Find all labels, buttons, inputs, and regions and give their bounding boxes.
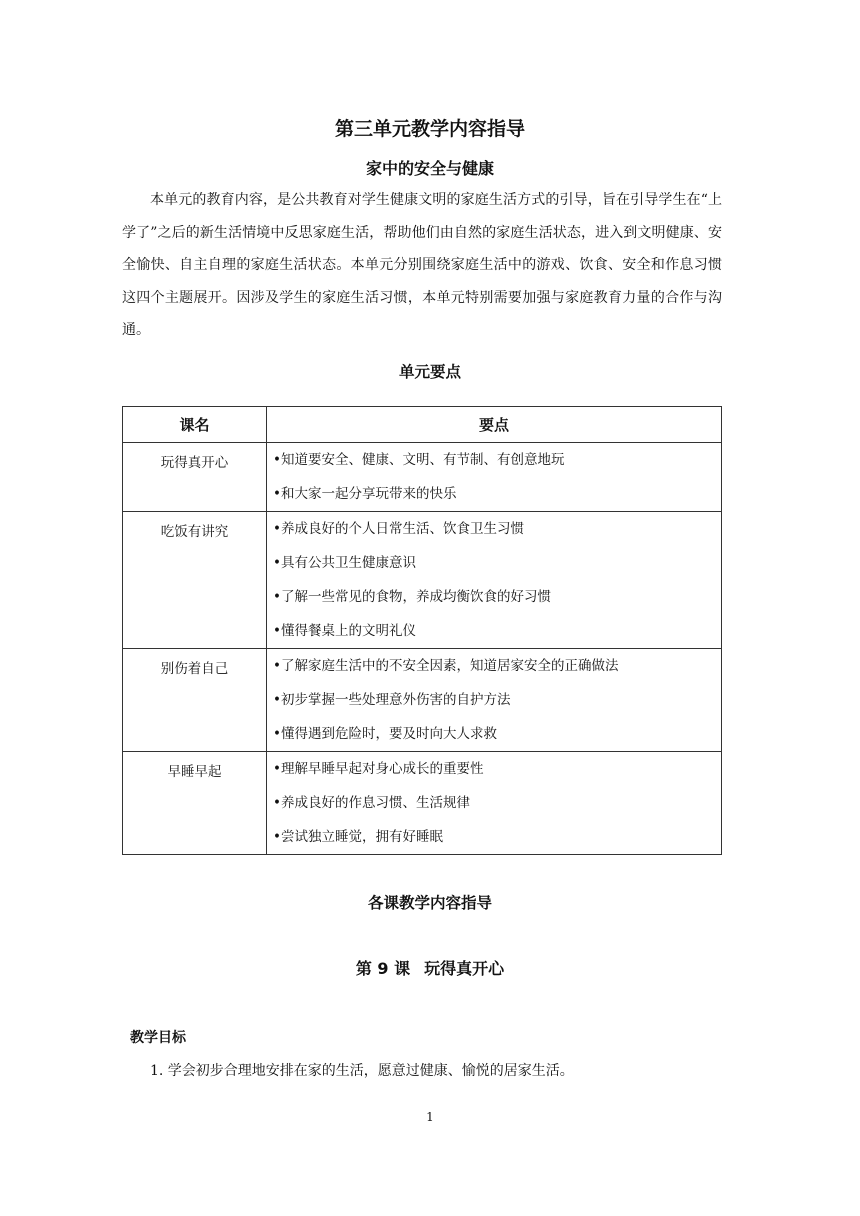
points-cell xyxy=(267,752,722,855)
point-item: •了解一些常见的食物，养成均衡饮食的好习惯 xyxy=(273,589,551,605)
intro-paragraph: 本单元的教育内容，是公共教育对学生健康文明的家庭生活方式的引导，旨在引导学生在“上学了”之后的新生活情境中反思家庭生活，帮助他们由自然的家庭生活状态，进入到文明健康、安全愉快、自主自理的家庭生活状态。本单元分别围绕家庭生活中的游戏、饮食、安全和作息习惯这四个主题展开。因涉及学生的家庭生活习惯，本单元特别需要加强与家庭教育力量的合作与沟通。 xyxy=(122,192,722,339)
lesson-name: 玩得真开心 xyxy=(424,959,505,978)
lesson-heading xyxy=(0,956,860,979)
point-item: •养成良好的个人日常生活、饮食卫生习惯 xyxy=(273,521,524,537)
unit-points-table xyxy=(122,406,722,855)
guidance-heading: 各课教学内容指导 xyxy=(367,894,492,912)
lesson-number: 第 9 课 xyxy=(355,959,411,978)
points-column-header: 要点 xyxy=(267,407,722,443)
course-name-cell: 早睡早起 xyxy=(123,752,267,855)
point-item: •养成良好的作息习惯、生活规律 xyxy=(273,795,470,811)
table-row xyxy=(123,443,722,512)
course-name-cell: 玩得真开心 xyxy=(123,443,267,512)
points-cell xyxy=(267,443,722,512)
table-row xyxy=(123,512,722,649)
point-item: •具有公共卫生健康意识 xyxy=(273,555,416,571)
point-item: •知道要安全、健康、文明、有节制、有创意地玩 xyxy=(273,452,565,468)
table-row xyxy=(123,752,722,855)
table-header-row xyxy=(123,407,722,443)
point-item: •和大家一起分享玩带来的快乐 xyxy=(273,486,457,502)
point-item: •懂得遇到危险时，要及时向大人求救 xyxy=(273,726,497,742)
unit-subtitle: 家中的安全与健康 xyxy=(365,159,494,178)
point-item: •尝试独立睡觉，拥有好睡眠 xyxy=(273,829,443,845)
unit-points-heading: 单元要点 xyxy=(398,363,461,381)
points-cell xyxy=(267,649,722,752)
point-item: •理解早睡早起对身心成长的重要性 xyxy=(273,761,484,777)
table-body xyxy=(123,443,722,855)
course-column-header: 课名 xyxy=(123,407,267,443)
points-cell xyxy=(267,512,722,649)
point-item: •初步掌握一些处理意外伤害的自护方法 xyxy=(273,692,511,708)
point-item: •了解家庭生活中的不安全因素，知道居家安全的正确做法 xyxy=(273,658,619,674)
course-name-cell: 别伤着自己 xyxy=(123,649,267,752)
objective-item: 1. 学会初步合理地安排在家的生活，愿意过健康、愉悦的居家生活。 xyxy=(150,1063,574,1079)
point-item: •懂得餐桌上的文明礼仪 xyxy=(273,623,416,639)
course-name-cell: 吃饭有讲究 xyxy=(123,512,267,649)
page-number: 1 xyxy=(426,1110,434,1124)
table-row xyxy=(123,649,722,752)
objectives-heading: 教学目标 xyxy=(130,1030,186,1046)
unit-title: 第三单元教学内容指导 xyxy=(334,118,525,140)
